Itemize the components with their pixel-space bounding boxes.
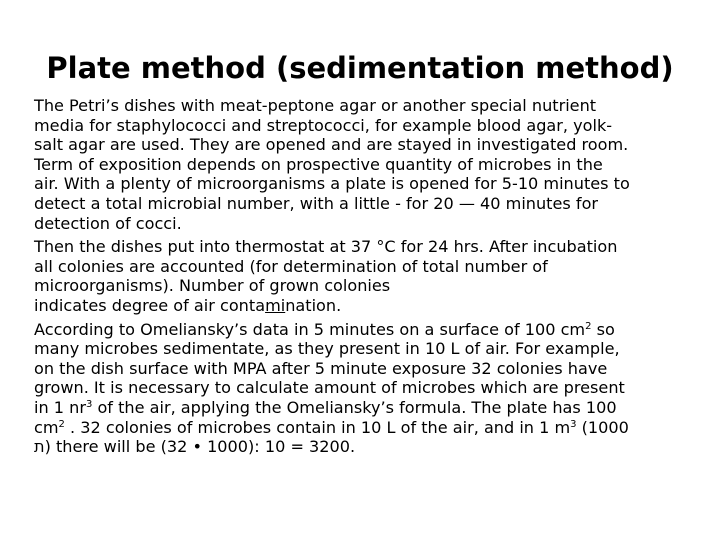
slide-body — [34, 96, 714, 457]
underlined-text: mi — [265, 295, 286, 315]
paragraph-3-line-6-mid: . 32 colonies of microbes contain in 10 L of the air, and in 1 m — [64, 417, 571, 437]
superscript: 2 — [585, 320, 592, 332]
paragraph-1-line-2: media for staphylococci and streptococci, for example blood agar, yolk- — [34, 115, 613, 135]
paragraph-3-line-7: ת) there will be (32 • 1000): 10 = 3200. — [34, 437, 356, 457]
paragraph-2 — [34, 237, 714, 315]
paragraph-1-line-7: detection of cocci. — [34, 213, 182, 233]
paragraph-3-line-1-pre: According to Omeliansky’s data in 5 minutes on a surface of 100 cm — [34, 319, 586, 339]
paragraph-3-line-1-post: so — [591, 319, 615, 339]
paragraph-3-line-5 — [34, 398, 714, 418]
paragraph-2-line-2: all colonies are accounted (for determination of total number of — [34, 256, 548, 276]
paragraph-3-line-2: many microbes sedimentate, as they present in 10 L of air. For example, — [34, 339, 620, 359]
paragraph-1-line-3: salt agar are used. They are opened and are stayed in investigated room. — [34, 135, 629, 155]
paragraph-3-line-1 — [34, 320, 714, 340]
paragraph-3-line-6 — [34, 418, 714, 438]
paragraph-2-line-4-post: nation. — [285, 295, 342, 315]
superscript: 3 — [85, 398, 93, 410]
paragraph-2-line-3: microorganisms). Number of grown colonies — [34, 276, 391, 296]
paragraph-3-line-3: on the dish surface with MPA after 5 minute exposure 32 colonies have — [34, 358, 608, 378]
paragraph-3-line-4: grown. It is necessary to calculate amount of microbes which are present — [34, 378, 625, 398]
paragraph-2-line-4 — [34, 296, 714, 316]
paragraph-3-line-6-post: (1000 — [576, 417, 629, 437]
paragraph-1-line-1: The Petri’s dishes with meat-peptone agar or another special nutrient — [34, 96, 597, 115]
paragraph-3-line-6-pre: cm — [34, 417, 59, 437]
superscript: 3 — [570, 418, 577, 430]
paragraph-1 — [34, 96, 714, 233]
superscript: 2 — [58, 418, 65, 430]
paragraph-2-line-1: Then the dishes put into thermostat at 37 °C for 24 hrs. After incubation — [34, 237, 618, 257]
paragraph-1-line-4: Term of exposition depends on prospective quantity of microbes in the — [34, 154, 603, 174]
paragraph-1-line-6: detect a total microbial number, with a little - for 20 — 40 minutes for — [34, 193, 599, 213]
paragraph-3-line-5-post: of the air, applying the Omeliansky’s formula. The plate has 100 — [92, 397, 617, 417]
paragraph-3-line-5-pre: in 1 nr — [34, 397, 86, 417]
paragraph-1-line-5: air. With a plenty of microorganisms a plate is opened for 5-10 minutes to — [34, 174, 630, 194]
paragraph-2-line-4-pre: indicates degree of air conta — [34, 295, 266, 315]
slide-title: Plate method (sedimentation method) — [46, 51, 674, 85]
paragraph-3 — [34, 320, 714, 457]
